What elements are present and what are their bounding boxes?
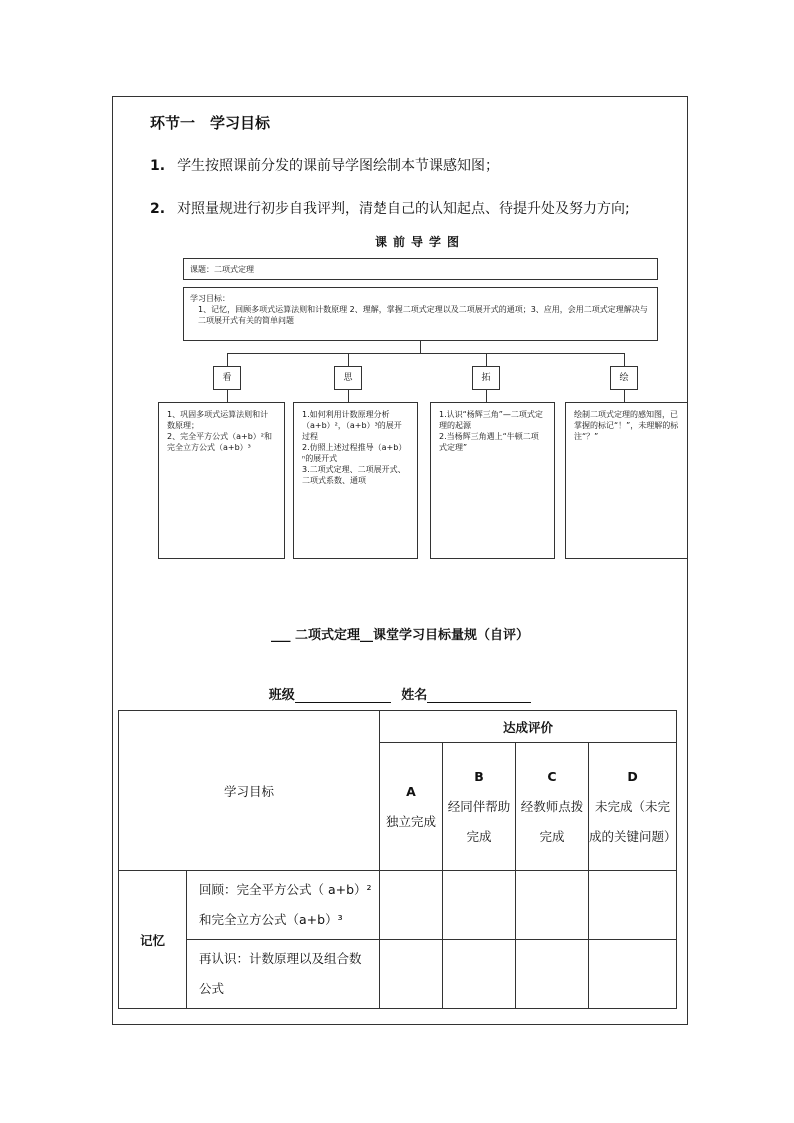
goal-row-1: 回顾：完全平方公式（ a+b）²和完全立方公式（a+b）³: [187, 871, 380, 940]
goals-text: 1、记忆，回顾多项式运算法则和计数原理 2、理解，掌握二项式定理以及二项展开式的通项；3、应用，会用二项式定理解决与二项展开式有关的简单问题: [198, 305, 648, 325]
connector-line: [486, 353, 487, 366]
topic-text: 课题：二项式定理: [190, 265, 254, 274]
check-cell[interactable]: [516, 871, 589, 940]
objective-item-2: [150, 198, 630, 218]
node-think-detail: 1.如何利用计数原理分析（a+b）²，（a+b）³的展开过程 2.仿照上述过程推导（a+b）ⁿ的展开式 3.二项式定理、二项展开式、二项式系数、通项: [293, 402, 418, 559]
class-name-line: [112, 684, 688, 703]
level-d: D 未完成（未完成的关键问题）: [589, 743, 677, 871]
level-c: C 经教师点拨完成: [516, 743, 589, 871]
node-think: 思: [334, 366, 362, 390]
connector-line: [420, 341, 421, 353]
connector-line: [348, 390, 349, 402]
class-label: 班级: [268, 688, 295, 703]
objective-text: 学生按照课前分发的课前导学图绘制本节课感知图；: [177, 158, 500, 174]
level-a: A 独立完成: [380, 743, 443, 871]
objective-number: 1.: [150, 158, 166, 174]
connector-line: [348, 353, 349, 366]
connector-line: [486, 390, 487, 402]
node-draw: 绘: [610, 366, 638, 390]
connector-line: [227, 390, 228, 402]
category-memory: 记忆: [119, 871, 187, 1009]
node-extend-detail: 1.认识“杨辉三角”—二项式定理的起源 2.当杨辉三角遇上“牛顿二项式定理”: [430, 402, 555, 559]
check-cell[interactable]: [380, 940, 443, 1009]
check-cell[interactable]: [589, 940, 677, 1009]
node-look: 看: [213, 366, 241, 390]
connector-line: [227, 353, 624, 354]
goal-header: 学习目标: [119, 711, 380, 871]
check-cell[interactable]: [443, 871, 516, 940]
name-blank[interactable]: [427, 688, 531, 703]
name-label: 姓名: [401, 688, 428, 703]
eval-header: 达成评价: [380, 711, 677, 743]
node-look-detail: 1、巩固多项式运算法则和计数原理； 2、完全平方公式（a+b）²和完全立方公式（a+b）³: [158, 402, 285, 559]
node-extend: 拓: [472, 366, 500, 390]
guide-title: 课前导学图: [374, 235, 465, 249]
objective-item-1: [150, 155, 499, 175]
goals-label: 学习目标：: [190, 294, 230, 303]
objective-text: 对照量规进行初步自我评判，清楚自己的认知起点、待提升处及努力方向;: [177, 201, 630, 217]
check-cell[interactable]: [516, 940, 589, 1009]
objective-number: 2.: [150, 201, 166, 217]
section-title: 环节一 学习目标: [150, 114, 271, 132]
goals-box: [183, 287, 658, 341]
goal-row-2: 再认识：计数原理以及组合数公式: [187, 940, 380, 1009]
connector-line: [227, 353, 228, 366]
check-cell[interactable]: [589, 871, 677, 940]
topic-box: [183, 258, 658, 280]
node-draw-detail: 绘制二项式定理的感知图，已掌握的标记“！”，未理解的标注“？”: [565, 402, 688, 559]
rubric-title: ___ 二项式定理__课堂学习目标量规（自评）: [270, 628, 530, 643]
check-cell[interactable]: [380, 871, 443, 940]
level-b: B 经同伴帮助完成: [443, 743, 516, 871]
check-cell[interactable]: [443, 940, 516, 1009]
connector-line: [624, 353, 625, 366]
class-blank[interactable]: [295, 688, 391, 703]
connector-line: [624, 390, 625, 402]
rubric-table: [118, 710, 677, 1009]
